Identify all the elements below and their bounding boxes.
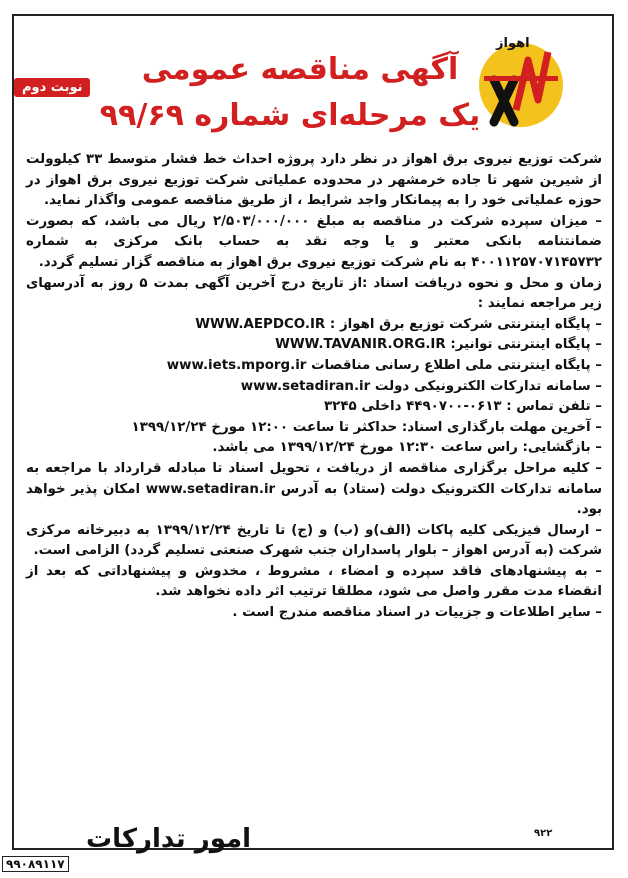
deposit-paragraph: – میزان سپرده شرکت در مناقصه به مبلغ ۲/۵۰۳/۰۰۰/۰۰۰ ریال می باشد، که بصورت ضمانتنامه بانکی معتبر و یا وجه نقد به حساب بانک مرکزی به شماره ۴۰۰۱۱۲۵۷۰۷۱۴۵۷۳۲ به نام شرکت توزیع نیروی برق اهواز به مناقصه گزار تسلیم گردد. [26, 213, 602, 270]
link-url[interactable]: www.iets.mporg.ir [166, 357, 307, 373]
link-label: – پایگاه اینترنتی شرکت توزیع برق اهواز : [329, 316, 602, 332]
title-main: آگهی مناقصه عمومی [141, 52, 459, 87]
link-url[interactable]: WWW.AEPDCO.IR [195, 316, 326, 332]
docs-paragraph: زمان و محل و نحوه دریافت اسناد :از تاریخ درج آخرین آگهی بمدت ۵ روز به آدرسهای زیر مراجعه نمایند : [26, 275, 602, 312]
round-badge: نوبت دوم [14, 78, 90, 97]
link-url[interactable]: www.setadiran.ir [240, 378, 371, 394]
link-aepdco [26, 315, 602, 336]
link-setad [26, 377, 602, 398]
footer-number: ۹۲۲ [534, 828, 553, 839]
physical-paragraph: – ارسال فیزیکی کلیه پاکات (الف)و (ب) و (ج) تا تاریخ ۱۳۹۹/۱۲/۲۴ به دبیرخانه مرکزی شرکت (به آدرس اهواز – بلوار پاسداران جنب شهرک صنعتی تسلیم گردد) الزامی است. [26, 522, 602, 559]
intro-paragraph: شرکت توزیع نیروی برق اهواز در نظر دارد پروژه احداث خط فشار متوسط ۳۳ کیلوولت از شیرین شهر تا جاده خرمشهر در محدوده عملیاتی شرکت توزیع نیروی برق اهواز در حوزه عملیاتی خود را به پیمانکار واجد شرایط ، از طریق مناقصه عمومی واگذار نماید. [26, 152, 602, 209]
rejection-paragraph: – به پیشنهادهای فاقد سپرده و امضاء ، مشروط ، مخدوش و پیشنهاداتی که بعد از انقضاء مدت مقرر واصل می شود، مطلقا ترتیب اثر داده نخواهد شد. [26, 563, 602, 600]
deadline-line: – آخرین مهلت بارگذاری اسناد: حداکثر تا ساعت ۱۲:۰۰ مورخ ۱۳۹۹/۱۲/۲۴ [131, 419, 602, 435]
link-label: – پایگاه اینترنتی توانیر: [450, 337, 602, 353]
logo-text: اهواز [496, 36, 530, 51]
setad-paragraph: – کلیه مراحل برگزاری مناقصه از دریافت ، تحویل اسناد تا مبادله قرارداد با مراجعه به سامانه تدارکات الکترونیک دولت (ستاد) به آدرس www.setadiran.ir امکان پذیر خواهد بود. [26, 460, 602, 518]
title-number: یک مرحله‌ای شماره ۹۹/۶۹ [99, 98, 481, 133]
contact-line: – تلفن تماس : ۰۶۱۳-۴۴۹۰۷۰۰ داخلی ۳۲۴۵ [323, 399, 602, 415]
link-label: – پایگاه اینترنتی ملی اطلاع رسانی مناقصات [311, 357, 602, 373]
notice-body [26, 150, 602, 624]
link-label: – سامانه تدارکات الکترونیکی دولت [374, 378, 602, 394]
signature: امور تدارکات [86, 824, 252, 854]
link-iets [26, 356, 602, 377]
ad-code: ۹۹۰۸۹۱۱۷ [2, 856, 69, 872]
link-url[interactable]: WWW.TAVANIR.ORG.IR [275, 337, 446, 353]
other-paragraph: – سایر اطلاعات و جزییات در اسناد مناقصه مندرج است . [232, 605, 602, 621]
opening-line: – بازگشایی: راس ساعت ۱۲:۳۰ مورخ ۱۳۹۹/۱۲/۲۴ می باشد. [212, 440, 602, 456]
link-tavanir [26, 335, 602, 356]
